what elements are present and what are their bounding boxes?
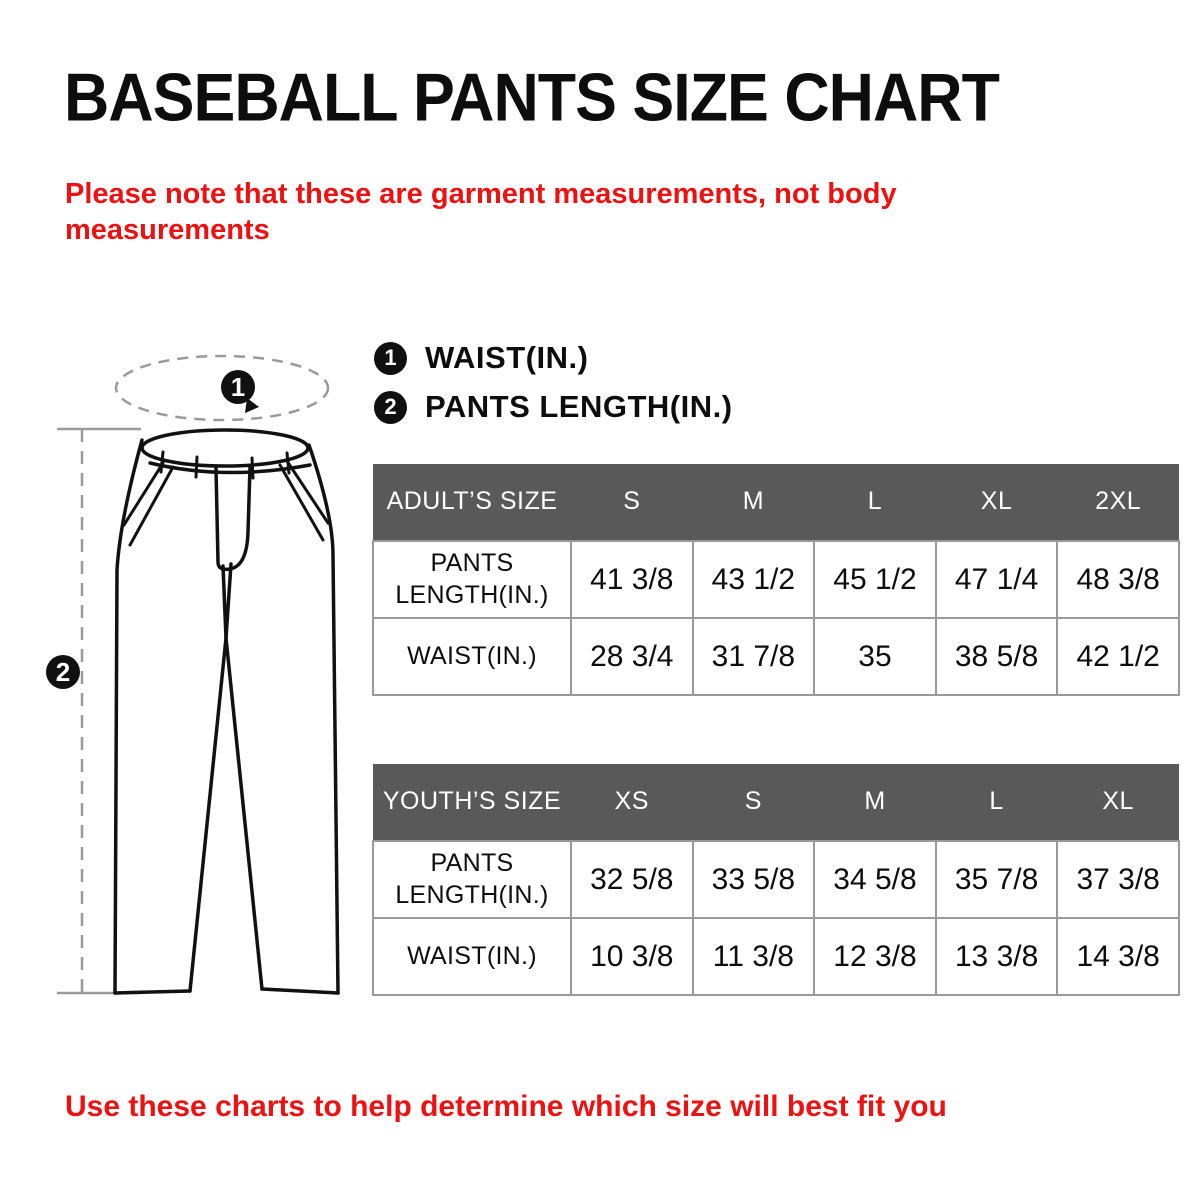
- youth-size-table: [372, 764, 1180, 996]
- legend-item-pants-length: [374, 390, 733, 424]
- adult-size-col-l: L: [814, 464, 936, 541]
- garment-measurement-note: [65, 176, 897, 249]
- table-cell: 14 3/8: [1057, 918, 1179, 995]
- waistband-opening: [142, 430, 308, 466]
- table-cell: 12 3/8: [814, 918, 936, 995]
- table-cell: 35: [814, 618, 936, 695]
- table-cell: 28 3/4: [571, 618, 693, 695]
- left-hem: [115, 991, 190, 993]
- note-line-1: Please note that these are garment measurements, not body: [65, 178, 897, 210]
- table-cell: 38 5/8: [936, 618, 1058, 695]
- table-cell: 48 3/8: [1057, 541, 1179, 618]
- adult-size-table: [372, 464, 1180, 696]
- legend-waist-label: WAIST(IN.): [425, 340, 589, 375]
- legend-marker-1-badge: 1: [374, 342, 407, 375]
- fly-seam: [216, 467, 250, 569]
- table-cell: 10 3/8: [571, 918, 693, 995]
- adult-size-col-s: S: [571, 464, 693, 541]
- table-cell: 33 5/8: [693, 841, 815, 918]
- table-cell: 35 7/8: [936, 841, 1058, 918]
- adult-size-col-2xl: 2XL: [1057, 464, 1179, 541]
- pants-measurement-diagram: [40, 340, 370, 1020]
- adult-size-corner-label: ADULT’S SIZE: [373, 464, 571, 541]
- note-line-2: measurements: [65, 214, 270, 247]
- youth-size-col-l: L: [936, 764, 1058, 841]
- fit-advice-note: Use these charts to help determine which size will best fit you: [65, 1090, 947, 1123]
- waist-marker: [221, 370, 259, 413]
- youth-size-col-xs: XS: [571, 764, 693, 841]
- adult-size-col-m: M: [693, 464, 815, 541]
- left-outer-seam: [115, 440, 142, 993]
- adult-waist-label: WAIST(IN.): [373, 618, 571, 695]
- length-marker: [46, 655, 80, 689]
- table-cell: 34 5/8: [814, 841, 936, 918]
- legend-item-waist: [374, 341, 733, 375]
- right-hem: [262, 989, 338, 993]
- right-outer-seam: [309, 445, 338, 993]
- page-title: BASEBALL PANTS SIZE CHART: [64, 58, 999, 136]
- adult-pants-length-label: PANTS LENGTH(IN.): [373, 541, 571, 618]
- table-cell: 43 1/2: [693, 541, 815, 618]
- youth-pants-length-label: PANTS LENGTH(IN.): [373, 841, 571, 918]
- table-cell: 45 1/2: [814, 541, 936, 618]
- pants-outline: [115, 430, 338, 993]
- adult-header-row: [373, 464, 1179, 541]
- table-cell: 47 1/4: [936, 541, 1058, 618]
- youth-waist-row: [373, 918, 1179, 995]
- waist-arrow-icon: [245, 398, 259, 413]
- youth-waist-label: WAIST(IN.): [373, 918, 571, 995]
- adult-waist-row: [373, 618, 1179, 695]
- marker-1-number: 1: [230, 372, 246, 402]
- table-cell: 42 1/2: [1057, 618, 1179, 695]
- table-cell: 41 3/8: [571, 541, 693, 618]
- legend-marker-2-badge: 2: [374, 391, 407, 424]
- table-cell: 32 5/8: [571, 841, 693, 918]
- adult-pants-length-row: [373, 541, 1179, 618]
- marker-2-number: 2: [55, 657, 71, 687]
- left-inner-seam: [190, 566, 226, 991]
- youth-size-col-s: S: [693, 764, 815, 841]
- table-cell: 31 7/8: [693, 618, 815, 695]
- youth-size-corner-label: YOUTH’S SIZE: [373, 764, 571, 841]
- table-cell: 37 3/8: [1057, 841, 1179, 918]
- adult-size-col-xl: XL: [936, 464, 1058, 541]
- table-cell: 13 3/8: [936, 918, 1058, 995]
- right-inner-seam: [226, 564, 262, 989]
- youth-header-row: [373, 764, 1179, 841]
- legend-pants-length-label: PANTS LENGTH(IN.): [425, 389, 733, 424]
- youth-pants-length-row: [373, 841, 1179, 918]
- table-cell: 11 3/8: [693, 918, 815, 995]
- measurement-legend: [374, 341, 733, 439]
- youth-size-col-m: M: [814, 764, 936, 841]
- youth-size-col-xl: XL: [1057, 764, 1179, 841]
